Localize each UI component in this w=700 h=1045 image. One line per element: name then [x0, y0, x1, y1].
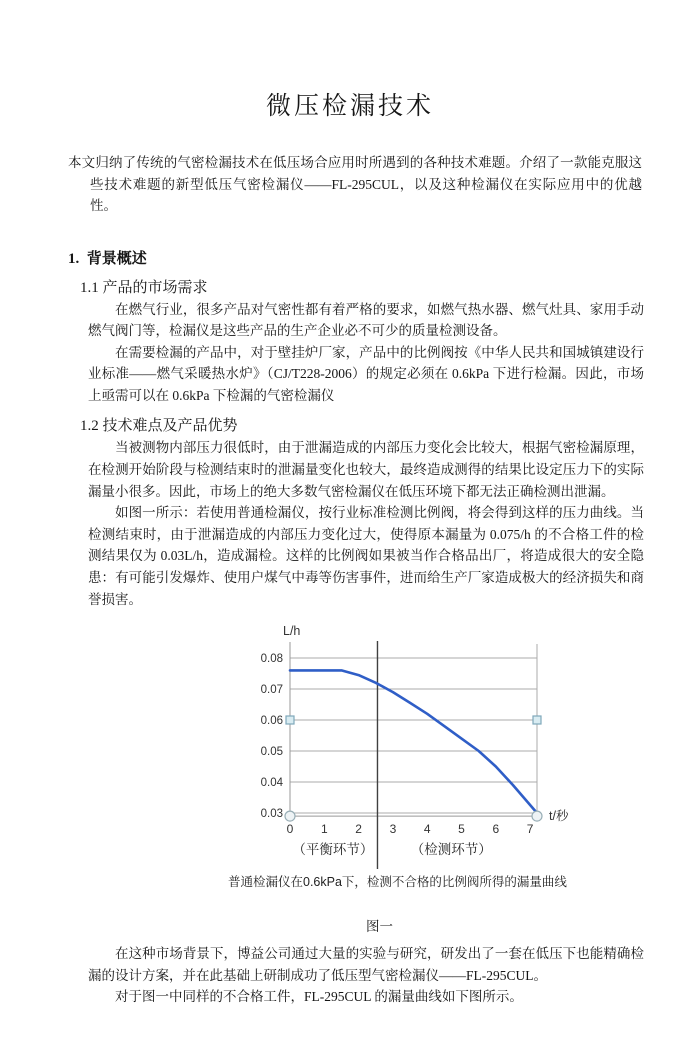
phase-label-2: （检测环节）: [410, 842, 492, 858]
edge-marker-square-right: [533, 716, 541, 724]
edge-marker-circle-left: [285, 811, 295, 821]
section-1-heading: 1. 背景概述: [68, 250, 147, 267]
y-tick-label: 0.03: [260, 808, 283, 821]
x-tick-label: 1: [320, 822, 328, 837]
closing-paragraph-2: 对于图一中同样的不合格工件，FL-295CUL 的漏量曲线如下图所示。: [115, 989, 523, 1005]
x-axis-label: t/秒: [549, 809, 569, 824]
x-tick-label: 2: [355, 822, 362, 837]
section-1-2-heading: 1.2 技术难点及产品优势: [80, 418, 238, 435]
section-1-1-heading: 1.1 产品的市场需求: [80, 279, 208, 296]
phase-label-1: （平衡环节）: [292, 842, 374, 858]
section-1-2-paragraph-2: 如图一所示：若使用普通检漏仪，按行业标准检测比例阀，将会得到这样的压力曲线。当检测结束时，由于泄漏造成的内部压力变化过大，使得原本漏量为 0.075/h 的不合格工件的检测结果仅为 0.03L/h，造成漏检。这样的比例阀如果被当作合格品出厂，将造成很大的安全隐患：有可能引发爆炸、使用户煤气中毒等伤害事件，进而给生产厂家造成极大的经济损失和商誉损害。: [88, 505, 644, 607]
x-tick-label: 7: [526, 822, 534, 837]
edge-marker-circle-right: [532, 811, 542, 821]
figure-label: 图一: [366, 919, 393, 935]
section-1-2-paragraph-1: 当被测物内部压力很低时，由于泄漏造成的内部压力变化会比较大，根据气密检漏原理，在检测开始阶段与检测结束时的泄漏量变化也较大，最终造成测得的结果比设定压力下的实际漏量小很多。因此，市场上的绝大多数气密检漏仪在低压环境下都无法正确检测出泄漏。: [88, 440, 644, 499]
closing-paragraph-1: 在这种市场背景下，博益公司通过大量的实验与研究，研发出了一套在低压下也能精确检漏的设计方案，并在此基础上研制成功了低压型气密检漏仪——FL-295CUL。: [88, 946, 644, 983]
section-1-1-paragraph-2: 在需要检漏的产品中，对于壁挂炉厂家，产品中的比例阀按《中华人民共和国城镇建设行业标准——燃气采暖热水炉》（CJ/T228-2006）的规定必须在 0.6kPa 下进行检漏。因此，市场上亟需可以在 0.6kPa 下检漏的气密检漏仪: [88, 344, 644, 403]
leak-rate-chart-svg: [250, 622, 580, 880]
edge-marker-square-left: [286, 716, 294, 724]
y-axis-label: L/h: [283, 624, 301, 639]
y-tick-label: 0.08: [260, 653, 283, 666]
leak-rate-curve: [290, 671, 537, 814]
x-tick-label: 5: [458, 822, 465, 837]
y-tick-label: 0.07: [260, 684, 283, 697]
x-tick-label: 4: [423, 822, 431, 837]
y-tick-label: 0.04: [260, 777, 283, 790]
page-title: 微压检漏技术: [265, 93, 434, 120]
section-1-1-paragraph-1: 在燃气行业，很多产品对气密性都有着严格的要求，如燃气热水器、燃气灶具、家用手动燃气阀门等，检漏仪是这些产品的生产企业必不可少的质量检测设备。: [88, 301, 644, 339]
y-tick-label: 0.05: [260, 746, 283, 759]
figure-1: [0, 622, 700, 935]
abstract-paragraph: 本文归纳了传统的气密检漏技术在低压场合应用时所遇到的各种技术难题。介绍了一款能克服这些技术难题的新型低压气密检漏仪——FL-295CUL，以及这种检漏仪在实际应用中的优越性。: [68, 155, 642, 213]
x-tick-label: 3: [389, 822, 397, 837]
x-tick-label: 0: [286, 822, 294, 837]
figure-caption: 普通检漏仪在0.6kPa下，检测不合格的比例阀所得的漏量曲线: [228, 875, 567, 890]
leak-rate-chart: [250, 622, 580, 874]
y-tick-label: 0.06: [260, 715, 283, 728]
x-tick-label: 6: [492, 822, 500, 837]
